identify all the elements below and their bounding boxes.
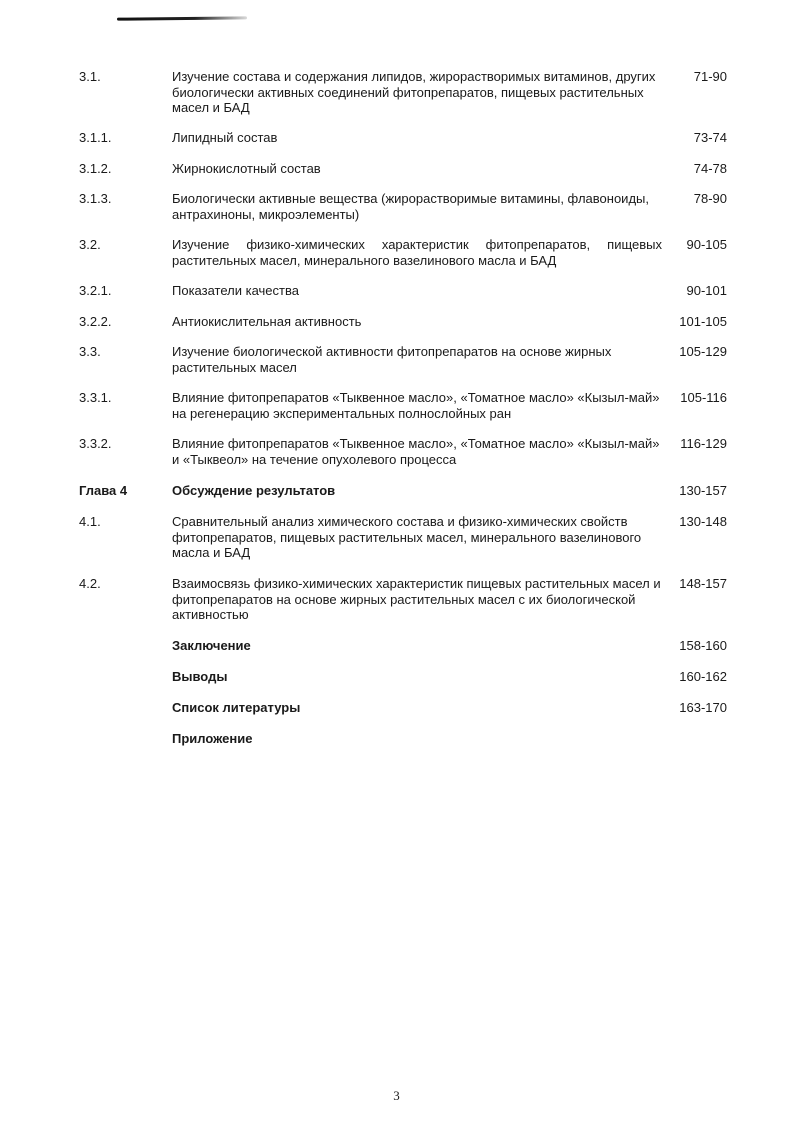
toc-entry-pages: 130-157 — [679, 483, 727, 498]
toc-entry-title: Список литературы — [172, 700, 301, 715]
toc-entry-pages: 71-90 — [693, 69, 727, 84]
toc-entry-title: Липидный состав — [172, 130, 278, 145]
toc-entry-title: Изучение состава и содержания липидов, жирорастворимых витаминов, других биологически активных соединений фитопрепаратов, пищевых растительных масел и БАД — [172, 69, 656, 115]
toc-entry-title: Изучение биологической активности фитопрепаратов на основе жирных растительных масел — [172, 344, 612, 375]
toc-entry-number: 3.2.2. — [79, 314, 112, 329]
toc-entry-title: Влияние фитопрепаратов «Тыквенное масло», «Томатное масло» «Кызыл-май» и «Тыквеол» на течение опухолевого процесса — [172, 436, 660, 467]
toc-entry-title: Обсуждение результатов — [172, 483, 336, 498]
toc-entry-number: 3.3.2. — [79, 436, 112, 451]
toc-entry-pages: 78-90 — [693, 191, 727, 206]
toc-entry-number: 3.1.2. — [79, 161, 112, 176]
toc-entry-pages: 116-129 — [680, 436, 727, 451]
toc-entry-pages: 158-160 — [679, 638, 727, 653]
page-number: 3 — [393, 1088, 400, 1103]
toc-entry-number: 4.2. — [79, 576, 101, 591]
toc-entry-title: Показатели качества — [172, 283, 299, 298]
toc-entry-pages: 105-129 — [679, 344, 727, 359]
toc-entry-number: 3.1. — [79, 69, 101, 84]
toc-entry-pages: 130-148 — [679, 514, 727, 529]
toc-entry-number: 3.2. — [79, 237, 101, 252]
toc-entry-pages: 160-162 — [679, 669, 727, 684]
toc-entry-pages: 163-170 — [679, 700, 727, 715]
toc-entry-title: Жирнокислотный состав — [172, 161, 321, 176]
toc-entry-title: Влияние фитопрепаратов «Тыквенное масло», «Томатное масло» «Кызыл-май» на регенерацию экспериментальных полнослойных ран — [172, 390, 660, 421]
toc-entry-title: Изучение физико-химических характеристик фитопрепаратов, пищевых растительных масел, минерального вазелинового масла и БАД — [172, 237, 662, 268]
toc-entry-title: Приложение — [172, 731, 253, 746]
toc-entry-title: Антиокислительная активность — [172, 314, 362, 329]
toc-entry-number: 4.1. — [79, 514, 101, 529]
toc-entry-pages: 74-78 — [693, 161, 727, 176]
toc-entry-pages: 73-74 — [693, 130, 727, 145]
toc-entry-title: Биологически активные вещества (жирорастворимые витамины, флавоноиды, антрахиноны, микроэлементы) — [172, 191, 649, 222]
toc-entry-pages: 90-105 — [686, 237, 727, 252]
toc-entry-title: Взаимосвязь физико-химических характеристик пищевых растительных масел и фитопрепаратов на основе жирных растительных масел с их биологической активностью — [172, 576, 661, 622]
toc-entry-number: 3.1.1. — [79, 130, 112, 145]
toc-entry-number: 3.3.1. — [79, 390, 112, 405]
toc-entry-title: Сравнительный анализ химического состава и физико-химических свойств фитопрепаратов, пищевых растительных масел, минерального вазелинового масла и БАД — [172, 514, 642, 560]
toc-entry-title: Выводы — [172, 669, 228, 684]
toc-entry-pages: 148-157 — [679, 576, 727, 591]
toc-entry-pages: 105-116 — [680, 390, 727, 405]
toc-entry-pages: 90-101 — [686, 283, 727, 298]
toc-entry-number: 3.1.3. — [79, 191, 112, 206]
toc-entry-number: Глава 4 — [79, 483, 128, 498]
toc-entry-number: 3.2.1. — [79, 283, 112, 298]
toc-entry-number: 3.3. — [79, 344, 101, 359]
toc-entry-title: Заключение — [172, 638, 251, 653]
toc-entry-pages: 101-105 — [679, 314, 727, 329]
